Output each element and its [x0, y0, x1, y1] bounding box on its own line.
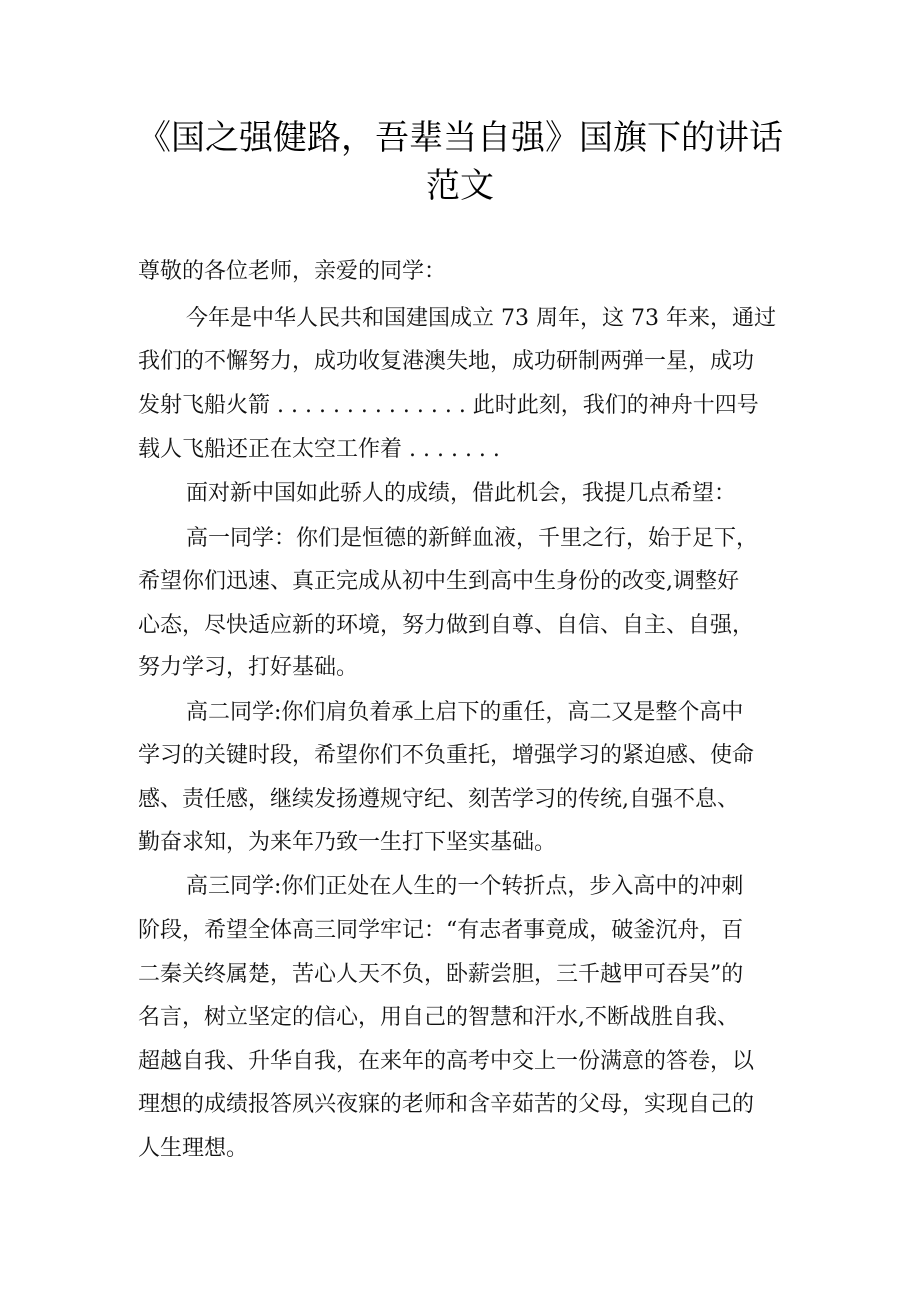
paragraph-1-line-2: 我们的不懈努力，成功收复港澳失地，成功研制两弹一星，成功	[138, 349, 755, 374]
paragraph-2-line-1: 面对新中国如此骄人的成绩，借此机会，我提几点希望：	[186, 481, 737, 506]
salutation: 尊敬的各位老师，亲爱的同学：	[138, 259, 447, 284]
paragraph-1-line-4: 载人飞船还正在太空工作着 . . . . . . .	[138, 437, 500, 462]
paragraph-5-line-5: 超越自我、升华自我，在来年的高考中交上一份满意的答卷，以	[138, 1049, 755, 1074]
paragraph-4-line-3: 感、责任感，继续发扬遵规守纪、刻苦学习的传统,自强不息、	[138, 787, 739, 812]
paragraph-5-line-4: 名言，树立坚定的信心，用自己的智慧和汗水,不断战胜自我、	[138, 1005, 739, 1030]
paragraph-4-line-4: 勤奋求知，为来年乃致一生打下坚实基础。	[138, 830, 557, 855]
paragraph-5-line-6: 理想的成绩报答夙兴夜寐的老师和含辛茹苦的父母，实现自己的	[138, 1092, 755, 1117]
paragraph-4-line-2: 学习的关键时段，希望你们不负重托，增强学习的紧迫感、使命	[138, 743, 755, 768]
document-title-line-2: 范文	[426, 166, 494, 206]
paragraph-5-line-3: 二秦关终属楚，苦心人天不负，卧薪尝胆，三千越甲可吞吴”的	[138, 962, 744, 987]
paragraph-5-line-7: 人生理想。	[138, 1136, 249, 1161]
document-title-line-1: 《国之强健路，吾辈当自强》国旗下的讲话	[137, 118, 783, 158]
paragraph-3-line-4: 努力学习，打好基础。	[138, 655, 359, 680]
paragraph-1-line-1: 今年是中华人民共和国建国成立 73 周年，这 73 年来，通过	[186, 306, 776, 331]
paragraph-3-line-1: 高一同学：你们是恒德的新鲜血液，千里之行，始于足下，	[186, 526, 759, 551]
paragraph-1-line-3: 发射飞船火箭 . . . . . . . . . . . . . . 此时此刻，我们的神舟十四号	[138, 393, 759, 418]
paragraph-3-line-2: 希望你们迅速、真正完成从初中生到高中生身份的改变,调整好	[138, 569, 739, 594]
paragraph-4-line-1: 高二同学:你们肩负着承上启下的重任，高二又是整个高中	[186, 700, 744, 725]
paragraph-5-line-2: 阶段，希望全体高三同学牢记：“有志者事竟成，破釜沉舟，百	[138, 918, 744, 943]
paragraph-3-line-3: 心态，尽快适应新的环境，努力做到自尊、自信、自主、自强，	[138, 613, 755, 638]
paragraph-5-line-1: 高三同学:你们正处在人生的一个转折点，步入高中的冲刺	[186, 874, 744, 899]
